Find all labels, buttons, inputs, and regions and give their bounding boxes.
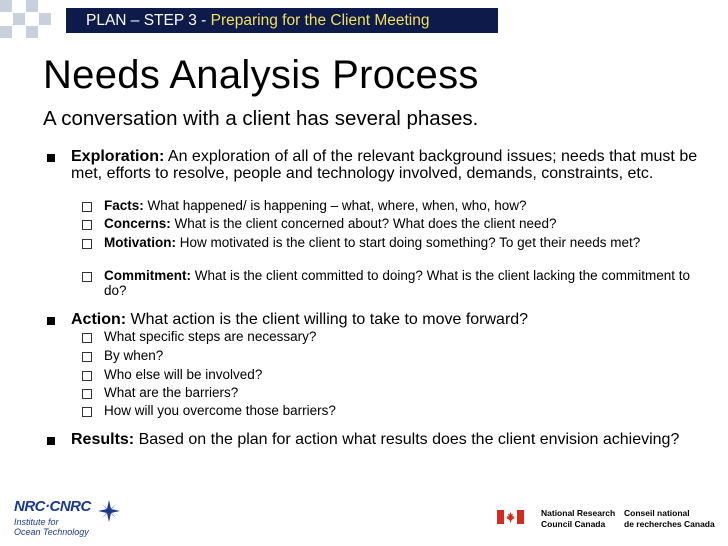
banner-step: PLAN – STEP 3 - (86, 12, 211, 29)
canada-flag-icon (497, 510, 524, 524)
item-text (71, 148, 701, 182)
french-line1: Conseil national (624, 508, 690, 518)
corner-decoration (0, 0, 60, 40)
sub-item-text (104, 217, 694, 232)
nrc-english-name (541, 508, 615, 530)
item-label: Exploration: (71, 148, 165, 165)
sub-item-body: What happened/ is happening – what, where, when, who, how? (143, 198, 527, 213)
checkbox-bullet-icon (82, 272, 92, 282)
item-text (71, 311, 701, 328)
checkbox-bullet-icon (82, 389, 92, 399)
checkbox-bullet-icon (82, 352, 92, 362)
sub-item-text: By when? (104, 348, 164, 363)
item-body: What action is the client willing to take to move forward? (126, 311, 529, 328)
nrc-french-name (624, 508, 715, 530)
sub-item-body: What is the client committed to doing? What is the client lacking the commitment to do? (104, 268, 690, 298)
item-body: Based on the plan for action what results does the client envision achieving? (134, 431, 680, 448)
sub-item-text: Who else will be involved? (104, 367, 263, 382)
sub-item-label: Concerns: (104, 216, 171, 231)
header-banner (66, 8, 498, 33)
nrc-logo (14, 498, 124, 538)
checkbox-bullet-icon (82, 202, 92, 212)
checkbox-bullet-icon (82, 239, 92, 249)
sub-item-text (104, 269, 694, 298)
item-label: Action: (71, 311, 127, 328)
item-text (71, 431, 701, 448)
sub-item-label: Commitment: (104, 268, 191, 283)
compass-star-icon (98, 500, 120, 522)
checkbox-bullet-icon (82, 333, 92, 343)
french-line2: de recherches Canada (624, 519, 715, 529)
bullet-icon (47, 437, 55, 445)
nrc-institute-line2: Ocean Technology (14, 527, 89, 537)
bullet-icon (47, 317, 55, 325)
sub-item-text: What specific steps are necessary? (104, 329, 317, 344)
sub-item-label: Motivation: (104, 235, 176, 250)
nrc-brand: NRC·CNRC (14, 498, 91, 515)
sub-item-text: How will you overcome those barriers? (104, 403, 336, 418)
sub-item-text (104, 199, 694, 214)
sub-item-text: What are the barriers? (104, 385, 239, 400)
checkbox-bullet-icon (82, 407, 92, 417)
banner-topic: Preparing for the Client Meeting (210, 12, 430, 29)
english-line1: National Research (541, 508, 616, 518)
nrc-institute-line1: Institute for (14, 517, 59, 527)
sub-item-body: What is the client concerned about? What does the client need? (170, 216, 557, 231)
checkbox-bullet-icon (82, 220, 92, 230)
english-line2: Council Canada (541, 519, 606, 529)
page-subtitle: A conversation with a client has several phases. (43, 107, 479, 130)
sub-item-text (104, 236, 694, 251)
item-body: An exploration of all of the relevant background issues; needs that must be met, efforts to resolve, people and technology involved, demands, constraints, etc. (71, 148, 698, 182)
bullet-icon (47, 154, 55, 162)
item-label: Results: (71, 431, 135, 448)
sub-item-body: How motivated is the client to start doing something? To get their needs met? (176, 235, 641, 250)
checkbox-bullet-icon (82, 371, 92, 381)
page-title: Needs Analysis Process (43, 53, 479, 97)
sub-item-label: Facts: (104, 198, 144, 213)
